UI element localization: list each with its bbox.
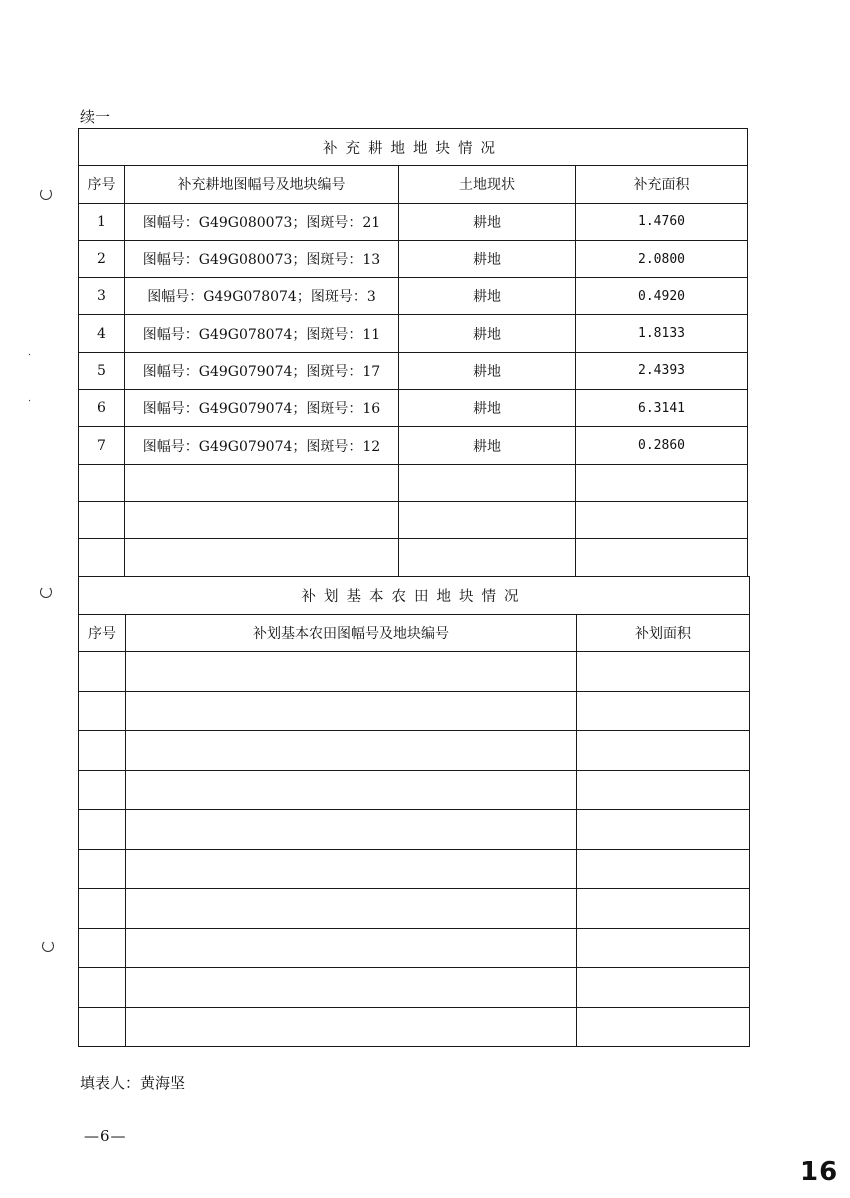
row-area: 0.2860 xyxy=(576,427,748,464)
binding-hole-icon xyxy=(38,584,52,600)
row-code: 图幅号：G49G079074；图斑号：12 xyxy=(125,427,399,464)
header-area: 补充面积 xyxy=(576,166,748,203)
binding-hole-icon xyxy=(40,938,54,954)
header-code: 补划基本农田图幅号及地块编号 xyxy=(126,614,577,652)
empty-row xyxy=(79,652,750,692)
table-row xyxy=(79,427,748,464)
empty-row xyxy=(79,849,750,889)
row-code: 图幅号：G49G079074；图斑号：16 xyxy=(125,390,399,427)
row-code: 图幅号：G49G078074；图斑号：11 xyxy=(125,315,399,352)
empty-row xyxy=(79,810,750,850)
row-area: 2.4393 xyxy=(576,352,748,389)
header-no: 序号 xyxy=(79,614,126,652)
row-code: 图幅号：G49G080073；图斑号：13 xyxy=(125,240,399,277)
row-status: 耕地 xyxy=(399,352,576,389)
row-area: 1.4760 xyxy=(576,203,748,240)
empty-row xyxy=(79,928,750,968)
row-area: 1.8133 xyxy=(576,315,748,352)
table-row xyxy=(79,390,748,427)
corner-page-number: 16 xyxy=(800,1157,839,1187)
table-row xyxy=(79,278,748,315)
row-code: 图幅号：G49G078074；图斑号：3 xyxy=(125,278,399,315)
row-status: 耕地 xyxy=(399,278,576,315)
empty-row xyxy=(79,1007,750,1047)
row-no: 3 xyxy=(79,278,125,315)
farmland-table xyxy=(78,576,750,1047)
scan-mark-icon: ⋅ xyxy=(28,350,32,361)
header-area: 补划面积 xyxy=(577,614,750,652)
form-filler: 填表人：黄海坚 xyxy=(80,1074,186,1092)
supplement-title: 补充耕地地块情况 xyxy=(79,129,748,166)
supplement-table xyxy=(78,128,748,577)
continuation-label: 续一 xyxy=(80,108,111,126)
row-no: 4 xyxy=(79,315,125,352)
table-row xyxy=(79,315,748,352)
row-area: 2.0800 xyxy=(576,240,748,277)
table-row xyxy=(79,203,748,240)
empty-row xyxy=(79,770,750,810)
table-row xyxy=(79,240,748,277)
farmland-title: 补划基本农田地块情况 xyxy=(79,577,750,615)
row-status: 耕地 xyxy=(399,390,576,427)
row-area: 0.4920 xyxy=(576,278,748,315)
empty-row xyxy=(79,691,750,731)
empty-row xyxy=(79,731,750,771)
scan-mark-icon: ⋅ xyxy=(28,396,32,407)
page-number: —6— xyxy=(84,1127,127,1145)
row-no: 5 xyxy=(79,352,125,389)
row-no: 6 xyxy=(79,390,125,427)
row-no: 2 xyxy=(79,240,125,277)
row-area: 6.3141 xyxy=(576,390,748,427)
header-no: 序号 xyxy=(79,166,125,203)
row-code: 图幅号：G49G080073；图斑号：21 xyxy=(125,203,399,240)
header-status: 土地现状 xyxy=(399,166,576,203)
header-code: 补充耕地图幅号及地块编号 xyxy=(125,166,399,203)
empty-row xyxy=(79,464,748,501)
row-status: 耕地 xyxy=(399,315,576,352)
row-no: 1 xyxy=(79,203,125,240)
row-status: 耕地 xyxy=(399,240,576,277)
row-status: 耕地 xyxy=(399,203,576,240)
empty-row xyxy=(79,889,750,929)
table-row xyxy=(79,352,748,389)
empty-row xyxy=(79,539,748,576)
empty-row xyxy=(79,501,748,538)
row-no: 7 xyxy=(79,427,125,464)
row-status: 耕地 xyxy=(399,427,576,464)
row-code: 图幅号：G49G079074；图斑号：17 xyxy=(125,352,399,389)
empty-row xyxy=(79,968,750,1008)
binding-hole-icon xyxy=(38,186,52,202)
